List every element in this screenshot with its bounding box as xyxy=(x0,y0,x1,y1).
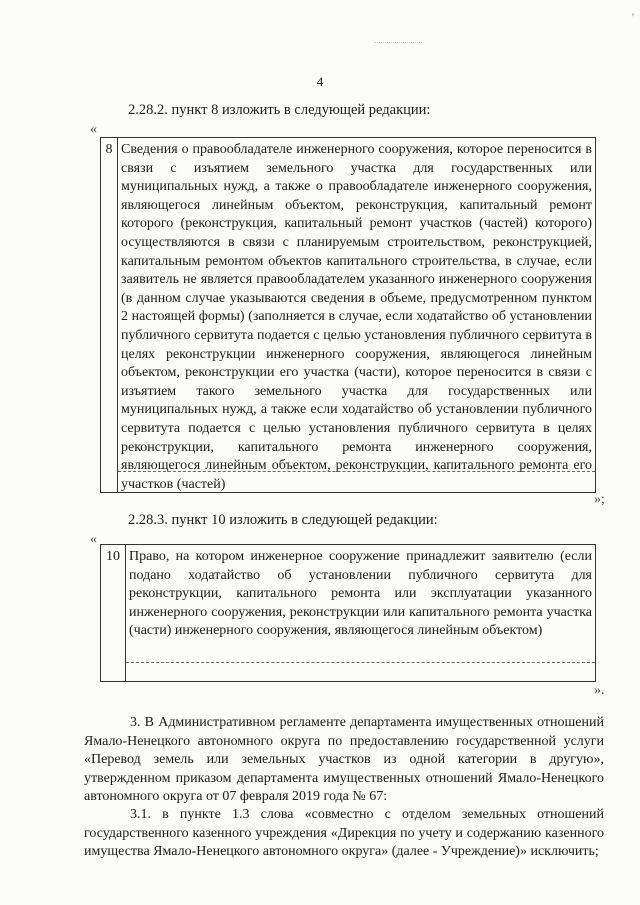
paragraph-3: 3. В Административном регламенте департамента имущественных отношений Ямало-Ненецкого автономного округа по предоставлению государственной услуги «Перевод земель или земельных участков из одной категории в другую», утвержденном приказом департамента имущественных отношений Ямало-Ненецкого автономного округа от 07 февраля 2019 года № 67: xyxy=(84,715,604,804)
amendment-heading-2-28-2: 2.28.2. пункт 8 изложить в следующей редакции: xyxy=(128,102,431,118)
open-quote-2-28-3: « xyxy=(90,532,97,547)
close-quote-2-28-3: ». xyxy=(594,683,605,698)
close-quote-2-28-2: »; xyxy=(594,492,605,507)
item-8-cell xyxy=(118,138,595,492)
table-item-10 xyxy=(100,544,596,682)
open-quote-2-28-2: « xyxy=(90,122,97,137)
paragraph-3-1: 3.1. в пункте 1.3 слова «совместно с отделом земельных отношений государственного казенного учреждения «Дирекция по учету и содержанию казенного имущества Ямало-Ненецкого автономного округа» (далее - Учреждение)» исключить; xyxy=(84,807,604,859)
amendment-heading-2-28-3: 2.28.3. пункт 10 изложить в следующей редакции: xyxy=(128,512,438,528)
item-10-text: Право, на котором инженерное сооружение принадлежит заявителю (если подано ходатайство об установлении публичного сервитута для реконструкции, капитального ремонта или эксплуатации указанного инженерного сооружения, реконструкции или капитального ремонта участка (части) инженерного сооружения, являющегося линейным объектом) xyxy=(129,549,592,639)
corner-mark: ' xyxy=(631,10,634,24)
item-8-text: Сведения о правообладателе инженерного сооружения, которое переносится в связи с изъятием земельного участка для государственных или муниципальных нужд, а также о правообладателе инженерного сооружения, являющегося линейным объектом, реконструкция, капитальный ремонт которого (реконструкция, капитальный ремонт участков (частей) которого) осуществляются в связи с планируемым строительством, реконструкцией, капитальным ремонтом объектов капитального строительства, в случае, если заявитель не является правообладателем указанного инженерного сооружения (в данном случае указываются сведения в объеме, предусмотренном пунктом 2 настоящей формы) (заполняется в случае, если ходатайство об установлении публичного сервитута подается с целью установления публичного сервитута в целях реконструкции инженерного сооружения, являющегося линейным объектом, реконструкции его участка (части), которое переносится в связи с изъятием такого земельного участка для государственных или муниципальных нужд, а также если ходатайство об установлении публичного сервитута подается с целью установления публичного сервитута в целях реконструкции, капитального ремонта инженерного сооружения, являющегося линейным объектом, реконструкции, капитального ремонта его участков (частей) xyxy=(121,142,592,492)
item-number-10: 10 xyxy=(101,545,126,681)
item-10-cell xyxy=(126,545,595,681)
page-number: 4 xyxy=(316,74,324,89)
table-item-8 xyxy=(100,137,596,493)
dashed-divider xyxy=(118,471,595,472)
item-number-8: 8 xyxy=(101,138,118,492)
scan-artifact xyxy=(374,42,422,43)
dashed-divider xyxy=(126,662,595,663)
